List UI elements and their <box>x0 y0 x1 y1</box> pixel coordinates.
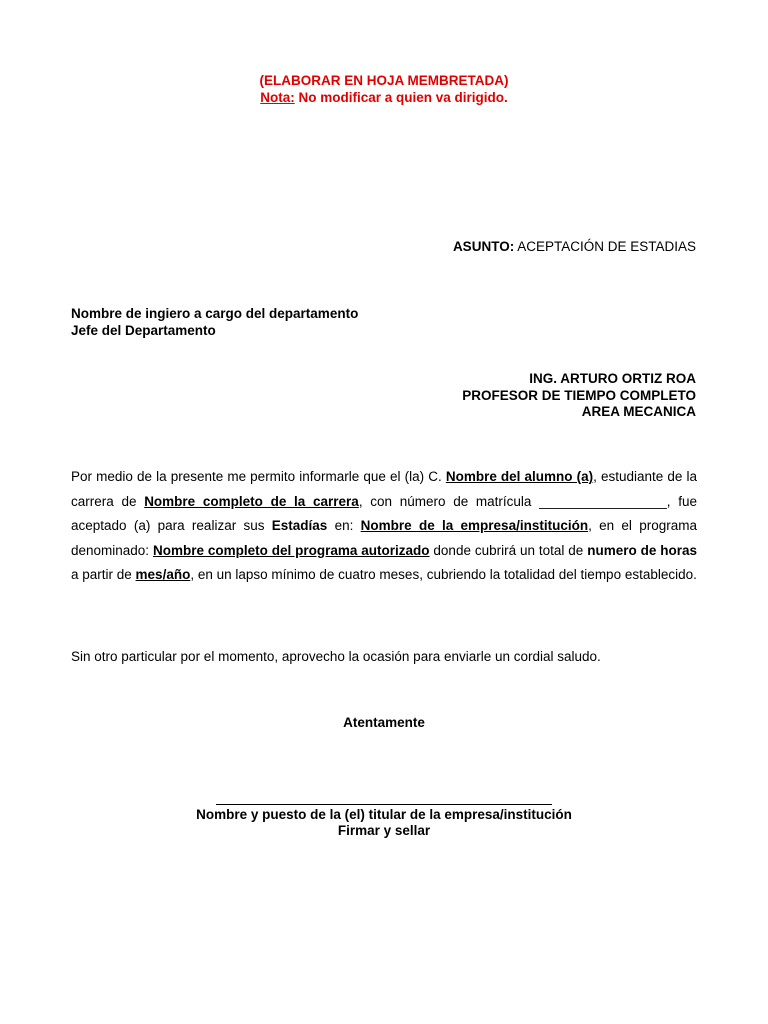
note-text: No modificar a quien va dirigido. <box>294 90 508 105</box>
note-line <box>0 89 768 106</box>
signature-block <box>0 796 768 839</box>
subject-label: ASUNTO: <box>452 239 515 254</box>
student-name-placeholder: Nombre del alumno (a) <box>445 469 594 484</box>
addressee-name: Nombre de ingiero a cargo del departamento <box>71 306 359 321</box>
signer-instruction: Firmar y sellar <box>337 823 431 838</box>
body-text-segment: , con número de matrícula _________________, fue aceptado (a) para realizar sus <box>71 493 697 534</box>
sender-name: ING. ARTURO ORTIZ ROA <box>529 371 696 386</box>
signature-line <box>216 804 552 805</box>
letterhead-instruction: (ELABORAR EN HOJA MEMBRETADA) <box>259 73 509 88</box>
hours-placeholder: numero de horas <box>587 542 697 558</box>
body-text-segment: , en el programa denominado: <box>71 518 697 558</box>
sender-block <box>462 371 696 421</box>
sender-area: AREA MECANICA <box>581 404 696 419</box>
subject-text: ACEPTACIÓN DE ESTADIAS <box>514 239 696 254</box>
letter-body <box>71 465 697 588</box>
note-label: Nota: <box>260 90 295 105</box>
sender-position: PROFESOR DE TIEMPO COMPLETO <box>462 387 696 403</box>
addressee-title: Jefe del Departamento <box>71 322 216 338</box>
sign-off: Atentamente <box>343 715 425 730</box>
closing-paragraph: Sin otro particular por el momento, aprovecho la ocasión para enviarle un cordial saludo. <box>71 649 601 664</box>
subject-line <box>453 238 696 255</box>
career-placeholder: Nombre completo de la carrera <box>144 493 359 509</box>
date-placeholder: mes/año <box>135 567 191 583</box>
estadias-term: Estadías <box>271 518 328 534</box>
signer-name: Nombre y puesto de la (el) titular de la empresa/institución <box>196 807 572 822</box>
header-note <box>0 72 768 106</box>
body-text-segment: a partir de <box>71 567 136 583</box>
body-text-segment: en: <box>327 518 361 534</box>
body-text-segment: , en un lapso mínimo de cuatro meses, cubriendo la totalidad del tiempo establecido. <box>190 567 697 583</box>
program-placeholder: Nombre completo del programa autorizado <box>152 542 430 558</box>
company-placeholder: Nombre de la empresa/institución <box>360 518 589 534</box>
addressee-block <box>71 306 358 339</box>
body-text-segment: , estudiante de la carrera de <box>71 469 698 509</box>
body-text-segment: donde cubrirá un total de <box>429 542 588 558</box>
body-text-segment: Por medio de la presente me permito informarle que el (la) C. <box>71 469 446 484</box>
